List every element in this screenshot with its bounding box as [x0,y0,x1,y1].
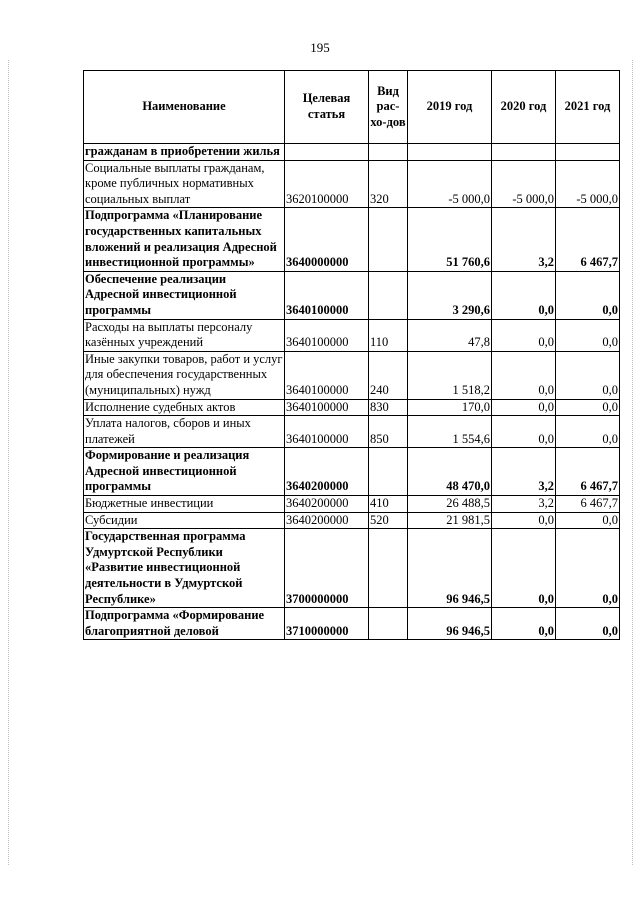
table-header-row [84,71,620,144]
cell-kind: 240 [369,351,408,399]
right-margin-marks [632,60,633,865]
cell-y2020: 0,0 [492,399,556,416]
cell-y2021: 6 467,7 [556,208,620,271]
page-number: 195 [310,40,330,55]
table-row [84,319,620,351]
table-row [84,208,620,271]
cell-y2019: 96 946,5 [408,529,492,608]
cell-y2020: 0,0 [492,319,556,351]
header-2019: 2019 год [408,71,492,144]
cell-code: 3700000000 [285,529,369,608]
table-row [84,529,620,608]
cell-code: 3710000000 [285,608,369,640]
cell-y2021: 0,0 [556,399,620,416]
cell-y2020: 0,0 [492,351,556,399]
cell-name: Уплата налогов, сборов и иных платежей [84,416,285,448]
header-2021: 2021 год [556,71,620,144]
cell-y2020: 0,0 [492,271,556,319]
table-row [84,512,620,529]
cell-name: Исполнение судебных актов [84,399,285,416]
cell-y2019: 1 554,6 [408,416,492,448]
cell-y2019: 3 290,6 [408,271,492,319]
cell-y2020: 0,0 [492,416,556,448]
cell-y2019 [408,144,492,161]
cell-name: Социальные выплаты гражданам, кроме публичных нормативных социальных выплат [84,160,285,208]
cell-name: Подпрограмма «Формирование благоприятной деловой [84,608,285,640]
cell-code: 3640100000 [285,351,369,399]
cell-kind [369,144,408,161]
cell-y2019: 51 760,6 [408,208,492,271]
budget-table [83,70,620,640]
cell-y2020: 0,0 [492,512,556,529]
cell-y2020 [492,144,556,161]
cell-name: Подпрограмма «Планирование государственных капитальных вложений и реализация Адресной инвестиционной программы» [84,208,285,271]
cell-code: 3640100000 [285,271,369,319]
cell-y2021: -5 000,0 [556,160,620,208]
cell-code: 3640200000 [285,496,369,513]
cell-y2019: 48 470,0 [408,448,492,496]
cell-y2019: 96 946,5 [408,608,492,640]
table-row [84,608,620,640]
table-row [84,271,620,319]
cell-kind [369,448,408,496]
cell-y2021: 0,0 [556,608,620,640]
cell-y2020: 3,2 [492,496,556,513]
cell-code: 3640100000 [285,319,369,351]
cell-code [285,144,369,161]
cell-y2021: 0,0 [556,512,620,529]
cell-name: Формирование и реализация Адресной инвестиционной программы [84,448,285,496]
table-row [84,351,620,399]
cell-y2021: 0,0 [556,416,620,448]
cell-y2020: 3,2 [492,448,556,496]
cell-kind [369,608,408,640]
cell-y2019: 47,8 [408,319,492,351]
header-name: Наименование [84,71,285,144]
cell-y2020: 3,2 [492,208,556,271]
cell-kind [369,271,408,319]
cell-y2019: 170,0 [408,399,492,416]
cell-name: Обеспечение реализации Адресной инвестиционной программы [84,271,285,319]
cell-y2021: 6 467,7 [556,496,620,513]
cell-y2019: 26 488,5 [408,496,492,513]
cell-code: 3640200000 [285,448,369,496]
cell-code: 3620100000 [285,160,369,208]
cell-kind [369,529,408,608]
cell-name: Государственная программа Удмуртской Республики «Развитие инвестиционной деятельности в Удмуртской Республике» [84,529,285,608]
cell-kind: 830 [369,399,408,416]
cell-y2020: 0,0 [492,529,556,608]
cell-y2019: 1 518,2 [408,351,492,399]
table-row [84,399,620,416]
header-2020: 2020 год [492,71,556,144]
cell-kind [369,208,408,271]
cell-code: 3640100000 [285,416,369,448]
cell-code: 3640200000 [285,512,369,529]
cell-y2021: 0,0 [556,529,620,608]
header-kind: Вид рас-хо-дов [369,71,408,144]
table-row [84,496,620,513]
cell-code: 3640000000 [285,208,369,271]
cell-y2021 [556,144,620,161]
cell-name: Иные закупки товаров, работ и услуг для обеспечения государственных (муниципальных) нужд [84,351,285,399]
cell-y2019: 21 981,5 [408,512,492,529]
cell-name: Расходы на выплаты персоналу казённых учреждений [84,319,285,351]
left-margin-marks [8,60,9,865]
cell-y2020: -5 000,0 [492,160,556,208]
cell-y2020: 0,0 [492,608,556,640]
table-row [84,144,620,161]
cell-name: гражданам в приобретении жилья [84,144,285,161]
cell-name: Бюджетные инвестиции [84,496,285,513]
cell-y2021: 6 467,7 [556,448,620,496]
cell-y2019: -5 000,0 [408,160,492,208]
cell-name: Субсидии [84,512,285,529]
table-row [84,160,620,208]
header-code: Целевая статья [285,71,369,144]
cell-kind: 410 [369,496,408,513]
cell-y2021: 0,0 [556,319,620,351]
cell-kind: 110 [369,319,408,351]
table-body [84,144,620,640]
cell-kind: 850 [369,416,408,448]
cell-code: 3640100000 [285,399,369,416]
table-row [84,416,620,448]
table-row [84,448,620,496]
cell-y2021: 0,0 [556,351,620,399]
cell-y2021: 0,0 [556,271,620,319]
cell-kind: 320 [369,160,408,208]
cell-kind: 520 [369,512,408,529]
